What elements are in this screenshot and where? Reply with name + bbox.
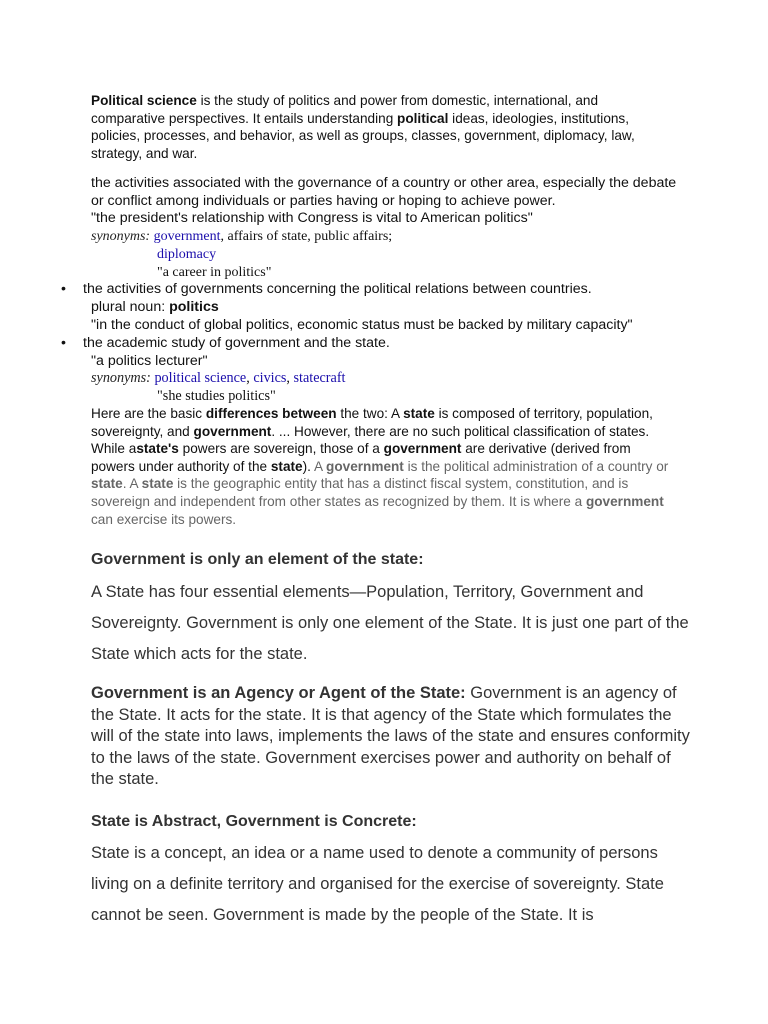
section-2-body: Government is an agency of the State. It acts for the state. It is that agency of the State which formulates the will of the state into laws, implements the laws of the state and ensures conformity to the laws of the state. Government exercises power and authority on behalf of the state. xyxy=(91,684,690,788)
definition-1-example: "the president's relationship with Congress is vital to American politics" xyxy=(91,210,533,227)
diff-text: is composed of territory, population, sovereignty, and xyxy=(91,406,653,439)
intro-paragraph xyxy=(91,92,651,162)
definition-2-example: "in the conduct of global politics, economic status must be backed by military capacity" xyxy=(91,317,633,333)
grey-text: can exercise its powers. xyxy=(91,511,237,527)
grey-bold: state xyxy=(141,476,174,492)
grey-text: is the political administration of a country or xyxy=(403,458,669,474)
synonyms-1-example: "a career in politics" xyxy=(157,264,272,280)
synonyms-label: synonyms: xyxy=(91,370,151,386)
definition-3-example: "a politics lecturer" xyxy=(91,353,208,369)
diff-bold: government xyxy=(383,441,462,457)
intro-keyword: political xyxy=(397,110,449,126)
synonym-separator: , xyxy=(246,370,254,386)
diff-text: Here are the basic xyxy=(91,406,206,421)
synonym-link-government[interactable]: government xyxy=(153,228,221,244)
section-1-heading: Government is only an element of the state: xyxy=(91,551,424,568)
synonym-link-diplomacy[interactable]: diplomacy xyxy=(157,246,217,262)
synonyms-3-example: "she studies politics" xyxy=(157,388,276,404)
diff-bold: state's xyxy=(136,441,179,457)
synonyms-1-rest: , affairs of state, public affairs; xyxy=(220,228,393,244)
diff-text: are derivative (derived from powers under authority of the xyxy=(91,441,631,474)
diff-text: ). xyxy=(302,458,314,474)
plural-label: plural noun: xyxy=(91,299,170,315)
grey-text: is the geographic entity that has a distinct fiscal system, constitution, and is sovereign and independent from other states as recognized by them. It is where a xyxy=(91,476,629,509)
synonyms-1 xyxy=(91,228,691,246)
grey-bold: government xyxy=(326,458,404,474)
grey-bold: government xyxy=(585,493,664,509)
section-3-body: State is a concept, an idea or a name used to denote a community of persons living on a definite territory and organised for the exercise of sovereignty. State cannot be seen. Government is made by the people of the State. It is xyxy=(91,844,664,924)
section-3-heading: State is Abstract, Government is Concrete: xyxy=(91,813,417,830)
section-1-body: A State has four essential elements—Population, Territory, Government and Sovereignty. Government is only one element of the State. It is just one part of the State which acts for the state. xyxy=(91,583,689,663)
intro-text-2: ideas, ideologies, institutions, policies, processes, and behavior, as well as groups, classes, government, diplomacy, law, strategy, and war. xyxy=(91,110,635,161)
intro-text-1: is the study of politics and power from domestic, international, and comparative perspectives. It entails understanding xyxy=(91,93,599,126)
plural-word: politics xyxy=(169,299,219,315)
diff-bold: state xyxy=(403,406,435,421)
diff-text: powers are sovereign, those of a xyxy=(178,441,384,457)
grey-text: A xyxy=(313,458,327,474)
synonym-link-political-science[interactable]: political science xyxy=(154,370,247,386)
bullet-definition-2: • the activities of governments concerning the political relations between countries. xyxy=(83,281,703,299)
definition-1 xyxy=(91,175,691,282)
plural-noun-line xyxy=(91,299,711,317)
differences-paragraph xyxy=(91,405,671,528)
grey-text: . A xyxy=(122,476,142,492)
synonym-separator: , xyxy=(286,370,294,386)
bullet-definition-3: • the academic study of government and the state. xyxy=(83,335,703,353)
diff-bold: state xyxy=(270,458,303,474)
section-2-paragraph xyxy=(91,683,691,791)
diff-text: the two: A xyxy=(336,406,404,421)
term-political-science: Political science xyxy=(91,93,197,108)
synonym-link-statecraft[interactable]: statecraft xyxy=(293,370,346,386)
grey-bold: state xyxy=(91,476,123,492)
diff-bold: government xyxy=(193,423,272,439)
diff-text: . ... However, there are no such political classification of states. While a xyxy=(91,423,650,457)
section-2-heading: Government is an Agency or Agent of the State: xyxy=(91,684,466,702)
synonyms-3 xyxy=(91,370,711,388)
synonym-link-diplomacy-row xyxy=(91,246,691,264)
synonyms-label: synonyms: xyxy=(91,228,151,244)
definition-1-text: the activities associated with the governance of a country or other area, especially the debate or conflict among individuals or parties having or hoping to achieve power. xyxy=(91,175,677,209)
synonym-link-civics[interactable]: civics xyxy=(253,370,287,386)
diff-bold: differences between xyxy=(205,406,337,421)
